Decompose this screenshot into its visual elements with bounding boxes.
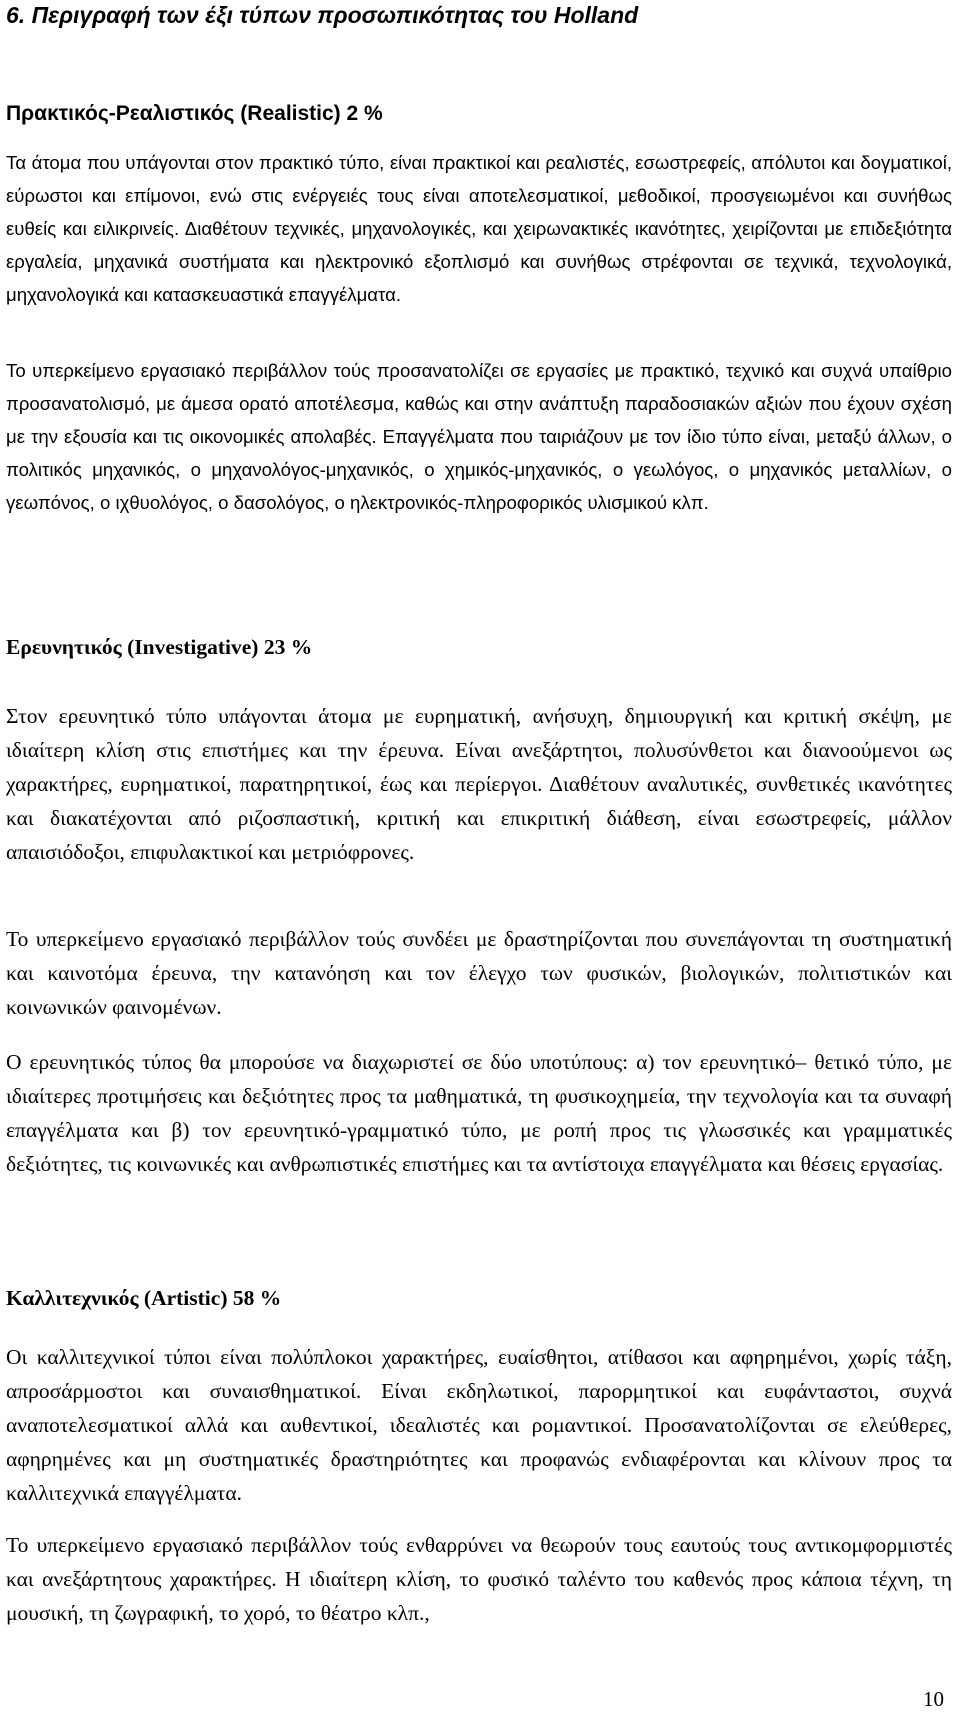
paragraph-artistic-environment: Το υπερκείμενο εργασιακό περιβάλλον τούς ενθαρρύνει να θεωρούν τους εαυτούς τους αντικομφορμιστές και ανεξάρτητους χαρακτήρες. Η ιδιαίτερη κλίση, το φυσικό ταλέντο του καθενός προς κάποια τέχνη, τη μουσική, τη ζωγραφική, το χορό, το θέατρο κλπ., bbox=[6, 1533, 952, 1625]
paragraph-artistic-description: Οι καλλιτεχνικοί τύποι είναι πολύπλοκοι χαρακτήρες, ευαίσθητοι, ατίθασοι και αφηρημένοι, χωρίς τάξη, απροσάρμοστοι και συναισθηματικοί. Είναι εκδηλωτικοί, παρορμητικοί και ευφάνταστοι, συχνά αναποτελεσματικοί αλλά και αυθεντικοί, ιδεαλιστές και ρομαντικοί. Προσανατολίζονται σε ελεύθερες, αφηρημένες και μη συστηματικές δραστηριότητες και προφανώς ενδιαφέρονται και κλίνουν προς τα καλλιτεχνικά επαγγέλματα. bbox=[6, 1345, 952, 1505]
section-heading-realistic: Πρακτικός-Ρεαλιστικός (Realistic) 2 % bbox=[6, 102, 383, 125]
paragraph-investigative-subtypes: Ο ερευνητικός τύπος θα μπορούσε να διαχωριστεί σε δύο υποτύπους: α) τον ερευνητικό– θετικό τύπο, με ιδιαίτερες προτιμήσεις και δεξιότητες προς τα μαθηματικά, τη φυσικοχημεία, την τεχνολογία και τα συναφή επαγγέλματα και β) τον ερευνητικό-γραμματικό τύπο, με ροπή προς τις γλωσσικές και γραμματικές δεξιότητες, τις κοινωνικές και ανθρωπιστικές επιστήμες και τα αντίστοιχα επαγγέλματα και θέσεις εργασίας. bbox=[6, 1050, 952, 1176]
paragraph-realistic-environment: Το υπερκείμενο εργασιακό περιβάλλον τούς προσανατολίζει σε εργασίες με πρακτικό, τεχνικό και συχνά υπαίθριο προσανατολισμό, με άμεσα ορατό αποτέλεσμα, καθώς και στην ανάπτυξη παραδοσιακών αξιών που έχουν σχέση με την εξουσία και τις οικονομικές απολαβές. Επαγγέλματα που ταιριάζουν με τον ίδιο τύπο είναι, μεταξύ άλλων, ο πολιτικός μηχανικός, ο μηχανολόγος-μηχανικός, ο χημικός-μηχανικός, ο γεωλόγος, ο μηχανικός μεταλλίων, ο γεωπόνος, ο ιχθυολόγος, ο δασολόγος, ο ηλεκτρονικός-πληροφορικός υλισμικού κλπ. bbox=[6, 360, 952, 513]
paragraph-investigative-description: Στον ερευνητικό τύπο υπάγονται άτομα με ευρηματική, ανήσυχη, δημιουργική και κριτική σκέψη, με ιδιαίτερη κλίση στις επιστήμες και την έρευνα. Είναι ανεξάρτητοι, πολυσύνθετοι και διανοούμενοι ως χαρακτήρες, ευρηματικοί, παρατηρητικοί, έως και περίεργοι. Διαθέτουν αναλυτικές, συνθετικές ικανότητες και διακατέχονται από ριζοσπαστική, κριτική και επικριτική διάθεση, είναι εσωστρεφείς, μάλλον απαισιόδοξοι, επιφυλακτικοί και μετριόφρονες. bbox=[6, 704, 952, 864]
document-title: 6. Περιγραφή των έξι τύπων προσωπικότητας του Holland bbox=[6, 2, 639, 28]
paragraph-realistic-description: Τα άτομα που υπάγονται στον πρακτικό τύπο, είναι πρακτικοί και ρεαλιστές, εσωστρεφείς, απόλυτοι και δογματικοί, εύρωστοι και επίμονοι, ενώ στις ενέργειές τους είναι αποτελεσματικοί, μεθοδικοί, προσγειωμένοι και συνήθως ευθείς και ειλικρινείς. Διαθέτουν τεχνικές, μηχανολογικές, και χειρωνακτικές ικανότητες, χειρίζονται με επιδεξιότητα εργαλεία, μηχανικά συστήματα και ηλεκτρονικό εξοπλισμό και συνήθως στρέφονται σε τεχνικά, τεχνολογικά, μηχανολογικά και κατασκευαστικά επαγγέλματα. bbox=[6, 152, 952, 305]
paragraph-investigative-environment: Το υπερκείμενο εργασιακό περιβάλλον τούς συνδέει με δραστηρίζονται που συνεπάγονται τη συστηματική και καινοτόμα έρευνα, την κατανόηση και τον έλεγχο των φυσικών, βιολογικών, πολιτιστικών και κοινωνικών φαινομένων. bbox=[6, 927, 952, 1019]
section-heading-artistic: Καλλιτεχνικός (Artistic) 58 % bbox=[6, 1286, 282, 1310]
section-heading-investigative: Ερευνητικός (Investigative) 23 % bbox=[6, 635, 313, 659]
page-number: 10 bbox=[923, 1687, 944, 1711]
